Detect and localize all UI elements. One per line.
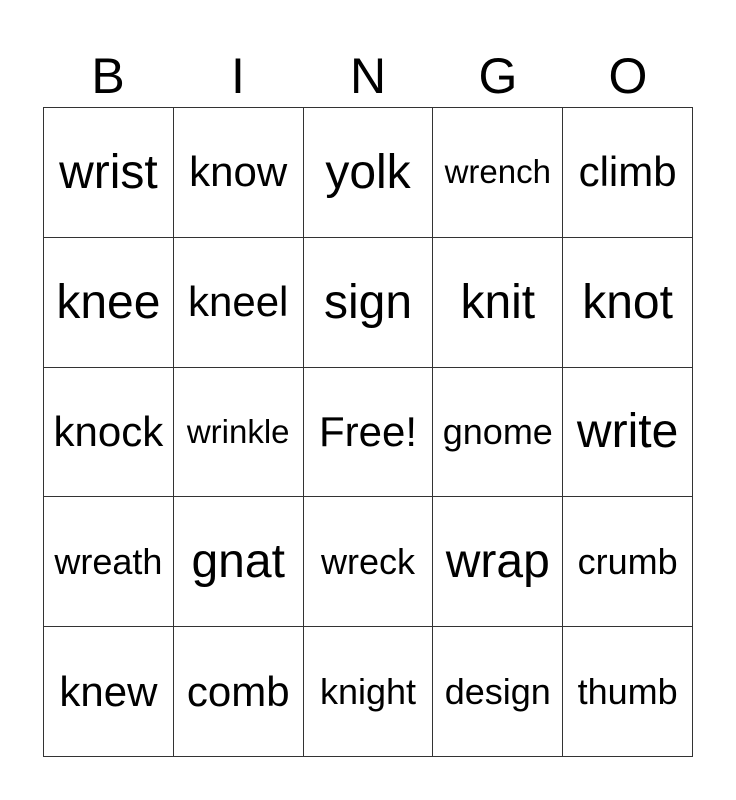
- bingo-cell[interactable]: thumb: [563, 627, 693, 757]
- header-letter-n: N: [349, 48, 387, 104]
- bingo-cell[interactable]: yolk: [304, 108, 434, 238]
- bingo-header: [43, 46, 693, 106]
- bingo-cell[interactable]: write: [563, 368, 693, 498]
- bingo-cell[interactable]: wrinkle: [174, 368, 304, 498]
- bingo-cell[interactable]: knock: [44, 368, 174, 498]
- bingo-cell[interactable]: wreck: [304, 497, 434, 627]
- header-letter-g: G: [478, 48, 518, 104]
- bingo-board: [43, 107, 693, 757]
- header-letter-o: O: [608, 48, 648, 104]
- bingo-cell[interactable]: knot: [563, 238, 693, 368]
- bingo-cell[interactable]: design: [433, 627, 563, 757]
- bingo-cell[interactable]: crumb: [563, 497, 693, 627]
- bingo-cell[interactable]: knee: [44, 238, 174, 368]
- bingo-cell[interactable]: wreath: [44, 497, 174, 627]
- header-letter-b: B: [91, 48, 125, 104]
- bingo-cell[interactable]: knit: [433, 238, 563, 368]
- bingo-cell[interactable]: wrap: [433, 497, 563, 627]
- bingo-cell[interactable]: climb: [563, 108, 693, 238]
- bingo-cell[interactable]: gnat: [174, 497, 304, 627]
- bingo-cell[interactable]: knew: [44, 627, 174, 757]
- bingo-cell[interactable]: kneel: [174, 238, 304, 368]
- bingo-cell[interactable]: know: [174, 108, 304, 238]
- bingo-cell[interactable]: wrist: [44, 108, 174, 238]
- bingo-cell[interactable]: comb: [174, 627, 304, 757]
- bingo-cell[interactable]: knight: [304, 627, 434, 757]
- bingo-cell[interactable]: wrench: [433, 108, 563, 238]
- header-letter-i: I: [231, 48, 245, 104]
- free-space-cell[interactable]: Free!: [304, 368, 434, 498]
- bingo-cell[interactable]: sign: [304, 238, 434, 368]
- bingo-cell[interactable]: gnome: [433, 368, 563, 498]
